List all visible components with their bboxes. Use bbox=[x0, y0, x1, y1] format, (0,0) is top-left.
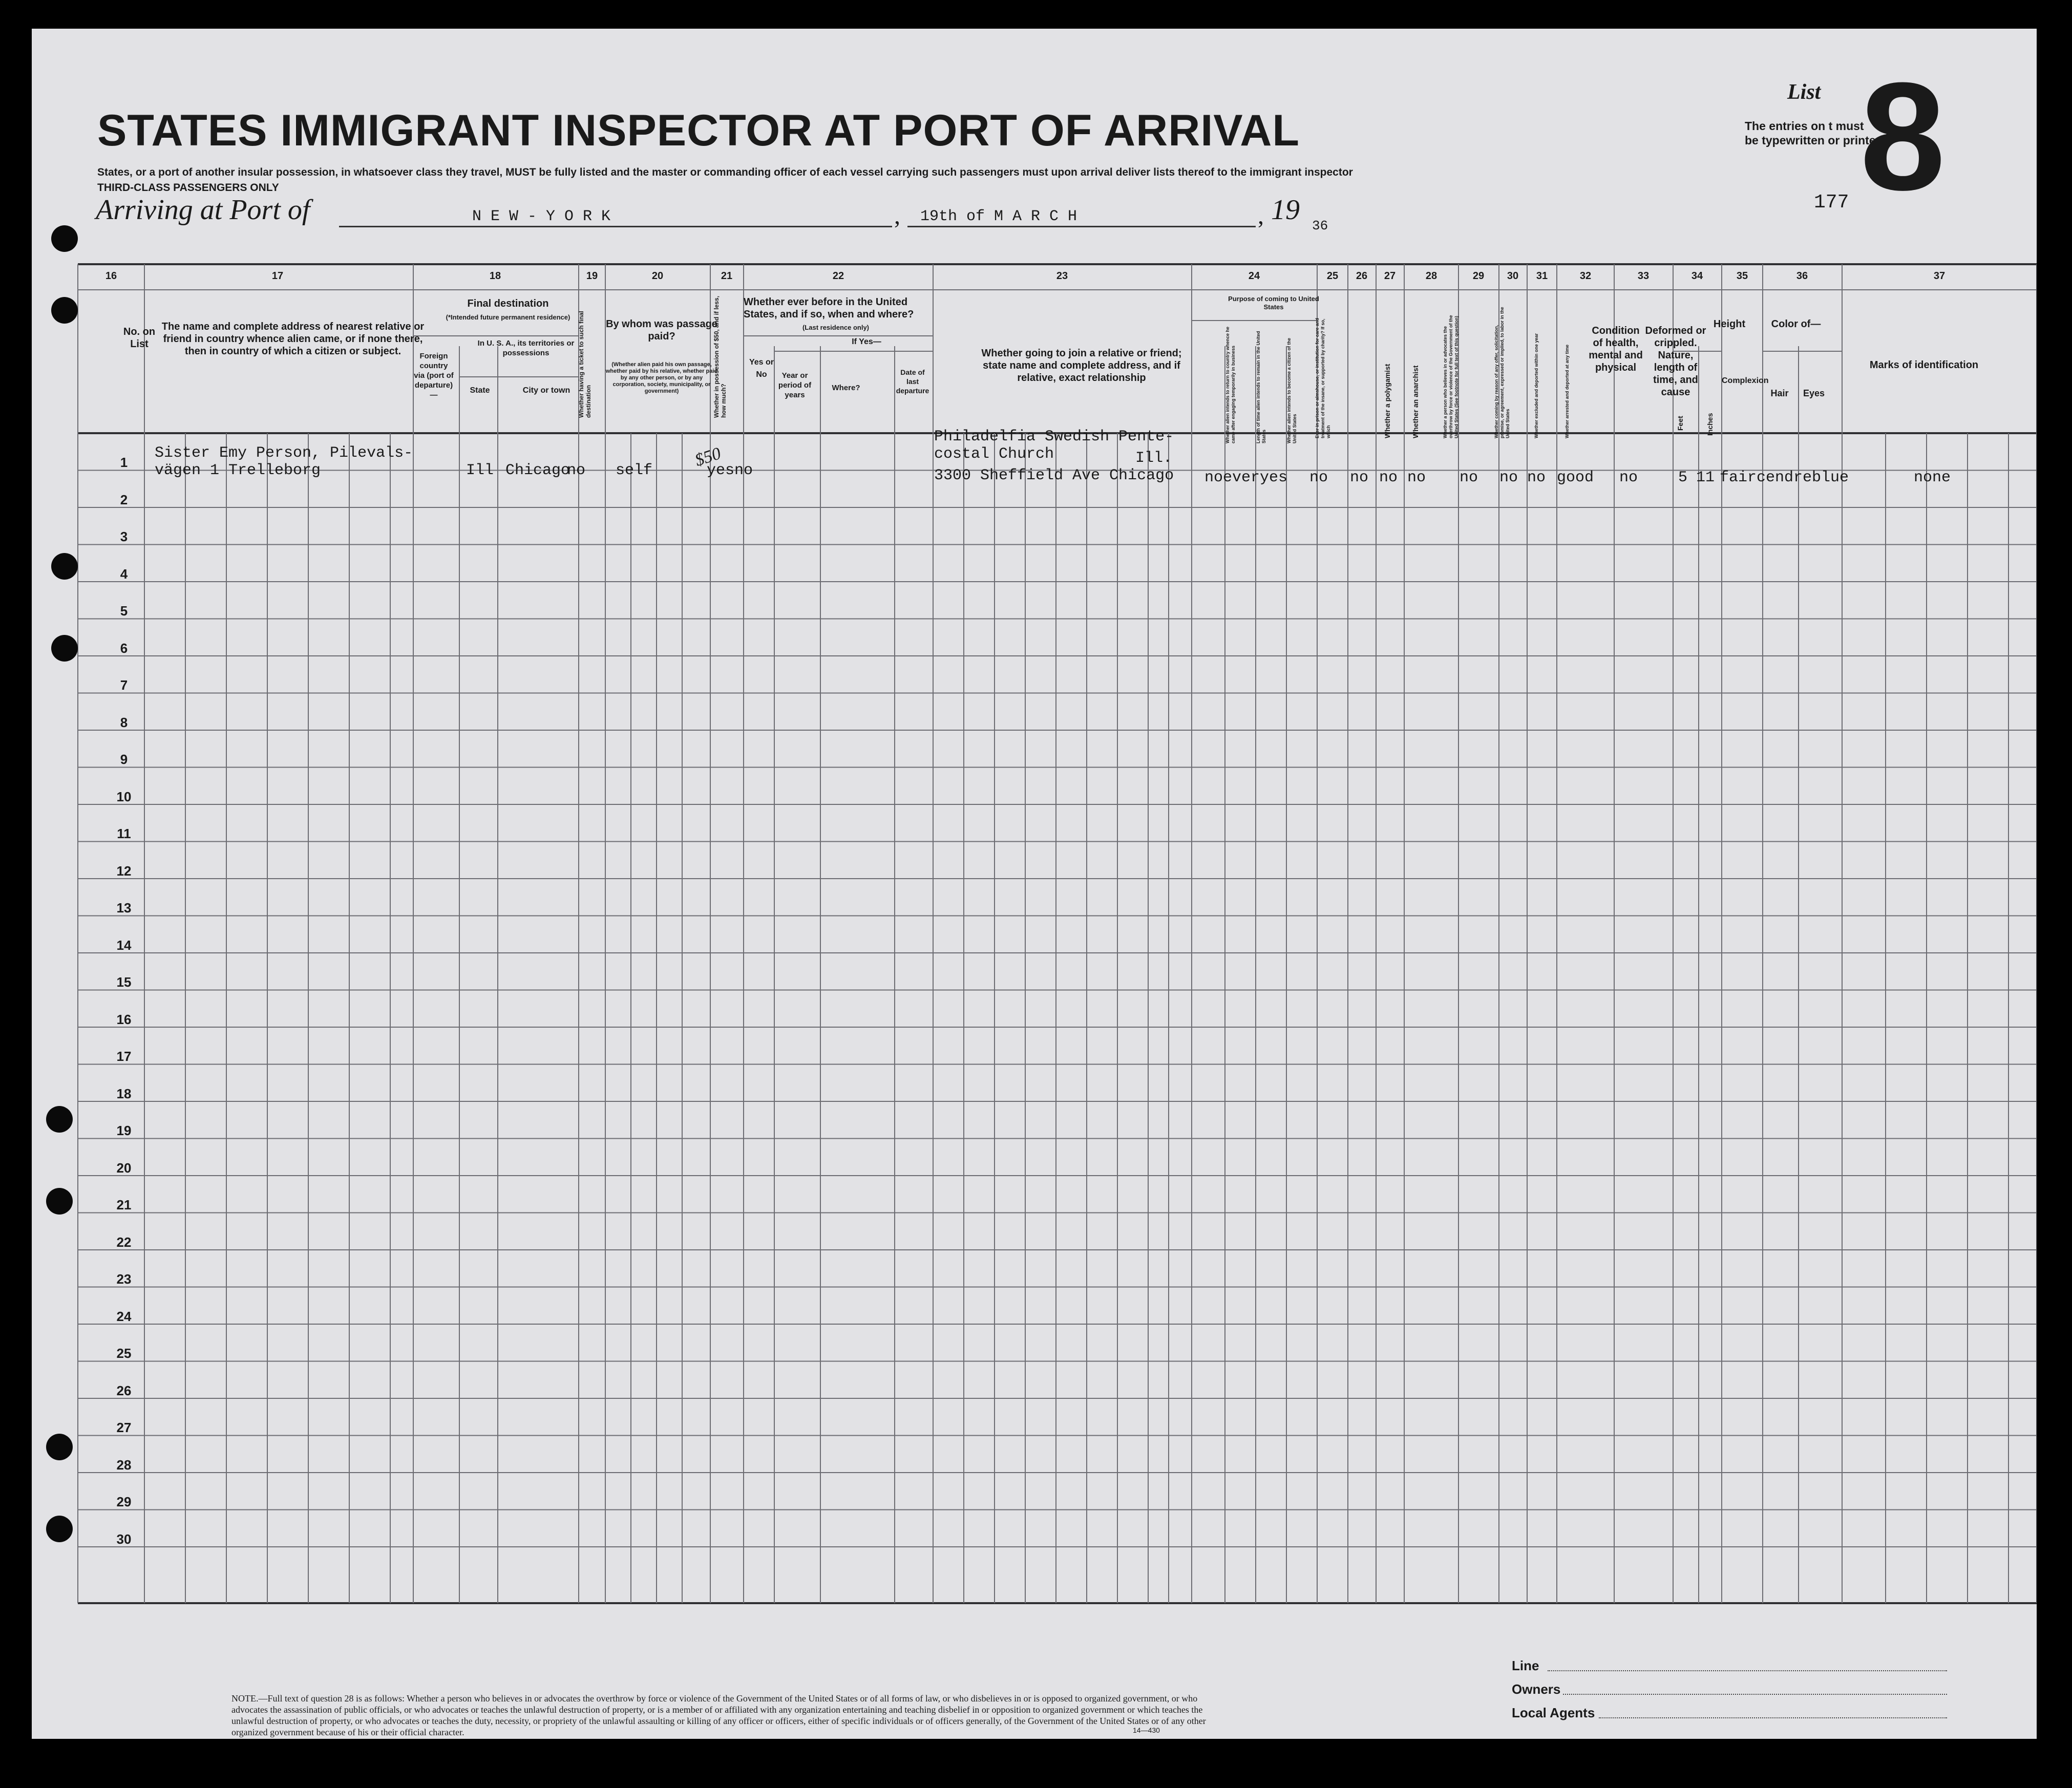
column-number: 16 bbox=[105, 270, 117, 282]
header-final-destination-note: (*Intended future permanent residence) bbox=[446, 313, 570, 321]
list-number: 8 bbox=[1860, 50, 1946, 222]
header-state: State bbox=[470, 386, 490, 395]
arriving-label: Arriving at Port of bbox=[96, 194, 310, 226]
header-ever-before: Whether ever before in the United States, and if so, when and where? bbox=[744, 296, 914, 320]
row-number: 7 bbox=[120, 677, 128, 693]
header-final-destination: Final destination bbox=[467, 298, 549, 309]
column-number: 18 bbox=[489, 270, 501, 282]
binder-hole bbox=[51, 225, 78, 252]
header-marks: Marks of identification bbox=[1869, 359, 1979, 371]
row-number: 24 bbox=[116, 1308, 132, 1324]
header-c28: Whether a person who believes in or advocates the overthrow by force or violence of the Government of the United States (See footnote for full text of this question) bbox=[1443, 315, 1459, 438]
column-number: 27 bbox=[1384, 270, 1396, 282]
year-prefix: 19 bbox=[1271, 194, 1300, 226]
header-c29: Whether coming by reason of any offer, solicitation, promise, or agreement, expressed or implied, to labor in the United States bbox=[1494, 307, 1510, 438]
row-number: 14 bbox=[116, 937, 132, 953]
header-complexion: Complexion bbox=[1722, 376, 1769, 385]
entry-inches: 11 bbox=[1696, 469, 1715, 486]
header-inches: Inches bbox=[1706, 413, 1714, 436]
header-if-yes: If Yes— bbox=[852, 337, 881, 346]
list-label: List bbox=[1787, 80, 1821, 104]
entry-join-state: Ill. bbox=[1135, 450, 1173, 467]
binder-hole bbox=[46, 1106, 73, 1133]
entry-health: good bbox=[1557, 469, 1594, 486]
entry-purpose: noeveryes bbox=[1204, 469, 1288, 486]
footer-line-label: Line bbox=[1512, 1658, 1539, 1673]
header-eyes: Eyes bbox=[1803, 388, 1825, 398]
header-purpose-c: Whether alien intends to become a citizen of the United States bbox=[1286, 337, 1297, 443]
entry-feet: 5 bbox=[1678, 469, 1688, 486]
port-comma: , bbox=[894, 202, 900, 229]
row-number: 1 bbox=[120, 455, 128, 470]
header-no-on-list: No. on List bbox=[123, 326, 156, 350]
row-number: 26 bbox=[116, 1382, 132, 1398]
row-number: 22 bbox=[116, 1234, 132, 1250]
entry-paid-by: self bbox=[616, 462, 653, 479]
header-c31: Whether arrested and deported at any time bbox=[1564, 344, 1570, 438]
entry-join-line-1: Philadelfia Swedish Pente- bbox=[934, 428, 1174, 445]
column-number: 36 bbox=[1796, 270, 1808, 282]
footer-owners-label: Owners bbox=[1512, 1681, 1561, 1697]
header-hair: Hair bbox=[1770, 388, 1789, 398]
date-value: 19th of M A R C H bbox=[920, 208, 1077, 225]
entry-c31: no bbox=[1527, 469, 1546, 486]
row-number: 11 bbox=[117, 826, 131, 841]
row-number: 4 bbox=[120, 566, 128, 582]
header-purpose-b: Length of time alien intends to remain in the United States bbox=[1256, 331, 1266, 443]
header-foreign-country: Foreign country via (port of departure)— bbox=[414, 352, 454, 399]
row-number: 19 bbox=[116, 1123, 132, 1138]
column-number: 17 bbox=[271, 270, 284, 282]
manifest-sheet bbox=[32, 29, 2037, 1739]
header-where: Where? bbox=[832, 384, 860, 392]
header-city: City or town bbox=[522, 386, 570, 395]
row-number: 27 bbox=[116, 1420, 132, 1435]
row-number: 3 bbox=[120, 529, 128, 544]
entry-ticket: no bbox=[567, 462, 586, 479]
entry-c25: no bbox=[1309, 469, 1328, 486]
binder-hole bbox=[46, 1434, 73, 1460]
column-number: 33 bbox=[1637, 270, 1650, 282]
entry-join-line-2: costal Church bbox=[934, 445, 1054, 463]
binder-hole bbox=[51, 297, 78, 324]
row-number: 23 bbox=[116, 1271, 132, 1287]
header-last-residence: (Last residence only) bbox=[802, 324, 870, 331]
row-number: 21 bbox=[116, 1197, 132, 1212]
entry-relative-line-1: Sister Emy Person, Pilevals- bbox=[155, 444, 413, 462]
header-feet: Feet bbox=[1676, 416, 1684, 431]
year-suffix: 36 bbox=[1312, 218, 1328, 233]
column-number: 25 bbox=[1326, 270, 1339, 282]
form-title: STATES IMMIGRANT INSPECTOR AT PORT OF ARRIVAL bbox=[97, 106, 1300, 155]
header-polygamist: Whether a polygamist bbox=[1383, 364, 1391, 438]
column-number: 20 bbox=[651, 270, 664, 282]
entry-c27: no bbox=[1379, 469, 1398, 486]
row-number: 16 bbox=[116, 1011, 132, 1027]
row-number: 17 bbox=[116, 1049, 132, 1064]
column-number: 19 bbox=[586, 270, 598, 282]
header-relative-abroad: The name and complete address of nearest relative or friend in country whence alien came, or if none there, then in country of which a citizen or subject. bbox=[161, 321, 425, 357]
column-number: 37 bbox=[1933, 270, 1946, 282]
entry-join-line-3: 3300 Sheffield Ave Chicago bbox=[934, 467, 1174, 484]
row-number: 12 bbox=[116, 863, 132, 879]
header-c25: Ever in prison or almshouse, or institution for care and treatment of the insane, or supported by charity? If so, which bbox=[1315, 317, 1331, 438]
row-number: 18 bbox=[116, 1085, 132, 1101]
binder-hole bbox=[46, 1516, 73, 1542]
column-number: 29 bbox=[1472, 270, 1485, 282]
row-number: 5 bbox=[120, 603, 128, 619]
entry-c26: no bbox=[1350, 469, 1369, 486]
header-anarchist: Whether an anarchist bbox=[1411, 365, 1420, 438]
header-purpose: Purpose of coming to United States bbox=[1228, 295, 1319, 311]
row-number: 30 bbox=[116, 1531, 132, 1547]
row-number: 29 bbox=[116, 1494, 132, 1509]
column-number: 26 bbox=[1356, 270, 1368, 282]
column-number: 22 bbox=[832, 270, 844, 282]
header-passage-paid-note: (Whether alien paid his own passage, whether paid by his relative, whether paid by any other person, or by any corporation, society, municipality, or government) bbox=[605, 361, 718, 394]
header-height: Height bbox=[1713, 318, 1746, 330]
header-color-of: Color of— bbox=[1771, 318, 1821, 330]
date-comma: , bbox=[1258, 202, 1264, 229]
subtitle-line-1: States, or a port of another insular possession, in whatsoever class they travel, MUST be fully listed and the master or commanding officer of each vessel carrying such passengers must upon arrival deliver lists thereof to the immigrant inspector bbox=[97, 166, 1353, 178]
subtitle-line-2: THIRD-CLASS PASSENGERS ONLY bbox=[97, 182, 279, 194]
entry-c29: no bbox=[1460, 469, 1478, 486]
column-number: 32 bbox=[1579, 270, 1592, 282]
binder-hole bbox=[51, 553, 78, 580]
header-join-relative: Whether going to join a relative or friend; state name and complete address, and if relative, exact relationship bbox=[981, 348, 1182, 384]
header-date-last-departure: Date of last departure bbox=[896, 368, 929, 395]
sheet-number: 177 bbox=[1814, 191, 1849, 214]
entry-marks: none bbox=[1914, 469, 1951, 486]
entry-relative-line-2: vägen 1 Trelleborg bbox=[155, 462, 321, 479]
column-number: 28 bbox=[1425, 270, 1437, 282]
typewritten-note-line-1: The entries on t must bbox=[1745, 119, 1864, 133]
entry-state: Ill bbox=[466, 462, 494, 479]
row-number: 15 bbox=[116, 974, 132, 990]
row-number: 20 bbox=[116, 1160, 132, 1176]
form-number: 14—430 bbox=[1133, 1726, 1160, 1734]
footer-agents-rule bbox=[1599, 1717, 1947, 1718]
row-number: 13 bbox=[116, 900, 132, 916]
row-number: 9 bbox=[120, 752, 128, 767]
binder-hole bbox=[51, 635, 78, 662]
entry-c28: no bbox=[1407, 469, 1426, 486]
footer-agents-label: Local Agents bbox=[1512, 1705, 1595, 1720]
entry-ever-before: yesno bbox=[707, 462, 753, 479]
port-value: N E W - Y O R K bbox=[472, 208, 611, 225]
row-number: 25 bbox=[116, 1346, 132, 1361]
column-number: 31 bbox=[1536, 270, 1548, 282]
entry-city: Chicago bbox=[505, 462, 570, 479]
header-possession-50: Whether in possession of $50, and if less, how much? bbox=[713, 295, 727, 418]
column-number: 23 bbox=[1056, 270, 1068, 282]
header-deformed: Deformed or crippled. Nature, length of time, and cause bbox=[1645, 325, 1706, 398]
header-year-period: Year or period of years bbox=[778, 371, 812, 399]
column-number: 21 bbox=[721, 270, 733, 282]
footnote-question-28: NOTE.—Full text of question 28 is as follows: Whether a person who believes in or advocates the overthrow by force or violence of the Government of the United States or of all forms of law, or who disbelieves in or is opposed to organized government, or who advocates the assassination of public officials, or who advocates or teaches the unlawful destruction of property, or is a member of or affiliated with any organization entertaining and teaching disbelief in or opposition to organized government or which teaches the unlawful destruction of property, or who advocates or teaches the duty, necessity, or propriety of the unlawful assaulting or killing of any officer or officers, either of specific individuals or of officers generally, of the Government of the United States or of any other organized government because of his or their official character. bbox=[231, 1693, 1206, 1737]
header-in-usa: In U. S. A., its territories or possessions bbox=[477, 339, 575, 357]
row-number: 28 bbox=[116, 1457, 132, 1473]
row-number: 6 bbox=[120, 640, 128, 656]
header-yes-or-no: Yes or No bbox=[749, 358, 774, 379]
column-number: 34 bbox=[1691, 270, 1703, 282]
row-number: 2 bbox=[120, 492, 128, 507]
header-c30: Whether excluded and deported within one year bbox=[1534, 333, 1539, 438]
header-passage-paid: By whom was passage paid? bbox=[606, 318, 717, 342]
row-number: 10 bbox=[116, 789, 132, 804]
header-health: Condition of health, mental and physical bbox=[1589, 325, 1643, 373]
column-number: 35 bbox=[1736, 270, 1748, 282]
entry-c30: no bbox=[1499, 469, 1518, 486]
typewritten-note-line-2: be typewritten or printe bbox=[1745, 134, 1876, 147]
column-number: 30 bbox=[1507, 270, 1519, 282]
header-purpose-a: Whether alien intends to return to country whence he came after engaging temporarily in business bbox=[1225, 326, 1236, 443]
column-number: 24 bbox=[1248, 270, 1260, 282]
footer-line-rule bbox=[1548, 1670, 1947, 1671]
entry-money-handwritten: $50 bbox=[692, 444, 724, 470]
header-ticket: Whether having a ticket to such final destination bbox=[578, 311, 592, 418]
row-number: 8 bbox=[120, 714, 128, 730]
footer-owners-rule bbox=[1563, 1694, 1947, 1695]
entry-complexion-hair-eyes: faircendreblue bbox=[1720, 469, 1849, 486]
table-grid bbox=[32, 29, 2037, 1739]
binder-hole bbox=[46, 1188, 73, 1215]
entry-deformed: no bbox=[1619, 469, 1638, 486]
